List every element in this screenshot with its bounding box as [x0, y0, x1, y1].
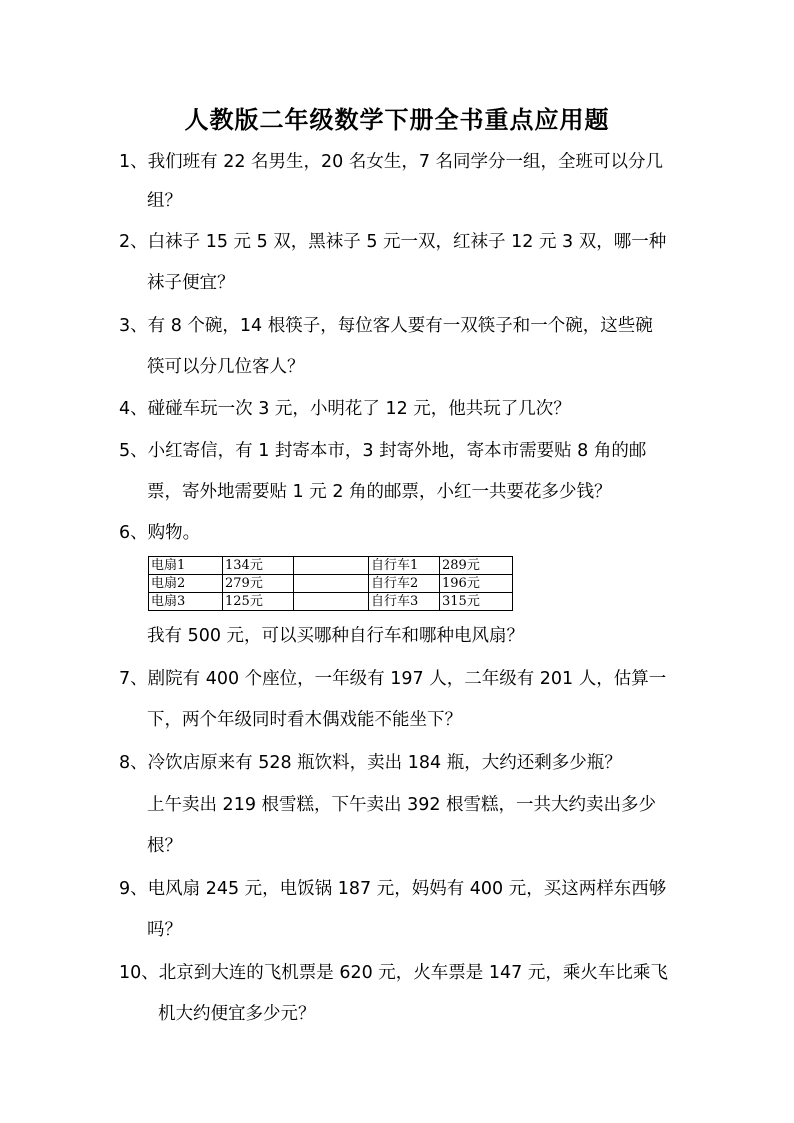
table-cell: 196元: [440, 575, 513, 593]
question-4-line-1: 4、碰碰车玩一次 3 元，小明花了 12 元，他共玩了几次？: [119, 399, 571, 419]
table-cell: [294, 557, 369, 575]
table-row: [149, 557, 513, 575]
table-cell: 自行车3: [369, 593, 440, 611]
table-cell: 自行车1: [369, 557, 440, 575]
question-1-line-2: 组？: [147, 191, 182, 211]
question-8-line-1: 8、冷饮店原来有 528 瓶饮料，卖出 184 瓶，大约还剩多少瓶？: [119, 753, 622, 773]
page-title: 人教版二年级数学下册全书重点应用题: [184, 105, 610, 134]
table-row: [149, 575, 513, 593]
question-6-line-1: 6、购物。: [119, 523, 201, 543]
question-3-line-2: 筷可以分几位客人？: [147, 357, 305, 377]
question-2-line-1: 2、白袜子 15 元 5 双，黑袜子 5 元一双，红袜子 12 元 3 双，哪一种: [119, 232, 667, 252]
price-table: [148, 556, 513, 611]
table-cell: 315元: [440, 593, 513, 611]
question-3-line-1: 3、有 8 个碗，14 根筷子，每位客人要有一双筷子和一个碗，这些碗: [119, 316, 653, 336]
question-7-line-1: 7、剧院有 400 个座位，一年级有 197 人，二年级有 201 人，估算一: [119, 669, 667, 689]
question-9-line-1: 9、电风扇 245 元，电饭锅 187 元，妈妈有 400 元，买这两样东西够: [119, 879, 667, 899]
table-cell: 电扇1: [149, 557, 223, 575]
question-8-line-2: 上午卖出 219 根雪糕，下午卖出 392 根雪糕，一共大约卖出多少: [147, 795, 657, 815]
question-8-line-3: 根？: [147, 836, 182, 856]
table-cell: 134元: [223, 557, 294, 575]
table-cell: 电扇2: [149, 575, 223, 593]
table-cell: 电扇3: [149, 593, 223, 611]
question-5-line-1: 5、小红寄信，有 1 封寄本市，3 封寄外地，寄本市需要贴 8 角的邮: [119, 441, 647, 461]
table-cell: 125元: [223, 593, 294, 611]
question-6-line-2: 我有 500 元，可以买哪种自行车和哪种电风扇？: [147, 626, 525, 646]
question-9-line-2: 吗？: [147, 920, 182, 940]
question-10-line-2: 机大约便宜多少元？: [158, 1004, 316, 1024]
table-cell: [294, 575, 369, 593]
question-2-line-2: 袜子便宜？: [147, 273, 235, 293]
question-10-line-1: 10、北京到大连的飞机票是 620 元，火车票是 147 元，乘火车比乘飞: [119, 963, 668, 983]
table-cell: [294, 593, 369, 611]
table-cell: 自行车2: [369, 575, 440, 593]
question-5-line-2: 票，寄外地需要贴 1 元 2 角的邮票，小红一共要花多少钱？: [147, 482, 612, 502]
table-row: [149, 593, 513, 611]
table-cell: 289元: [440, 557, 513, 575]
question-7-line-2: 下，两个年级同时看木偶戏能不能坐下？: [147, 710, 462, 730]
table-cell: 279元: [223, 575, 294, 593]
question-1-line-1: 1、我们班有 22 名男生，20 名女生，7 名同学分一组，全班可以分几: [119, 152, 664, 172]
